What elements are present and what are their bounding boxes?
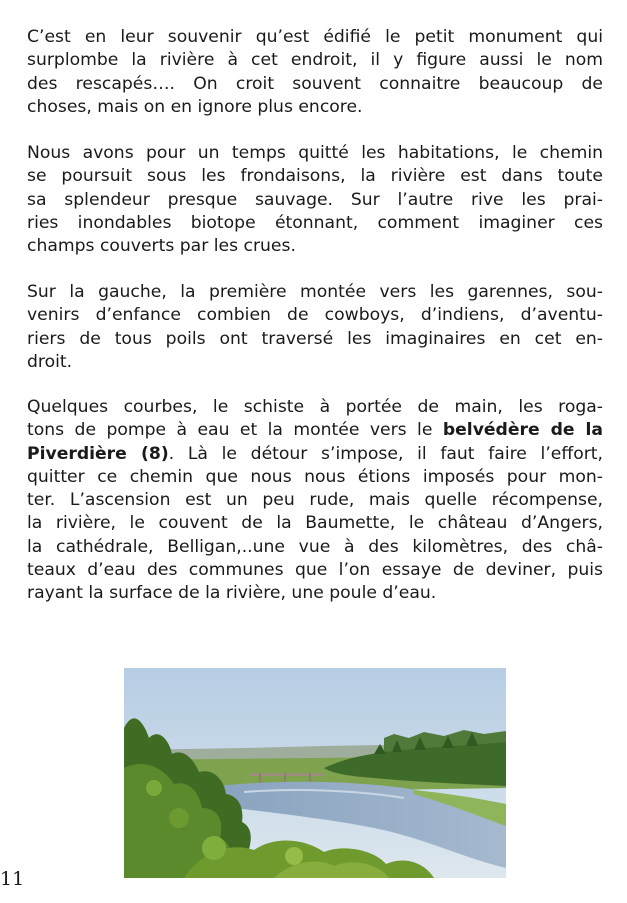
text-line: rayant la surface de la rivière, une poule d’eau. (27, 583, 437, 604)
paragraph-4 (27, 396, 603, 606)
place-name-bold: Piverdière (8) (27, 443, 169, 464)
text-line: Quelques courbes, le schiste à portée de main, les roga- (27, 397, 603, 417)
text-line (27, 419, 603, 442)
text-line: surplombe la rivière à cet endroit, il y figure aussi le nom (27, 50, 603, 71)
paragraph-2 (27, 142, 603, 258)
text-span: . Là le détour s’impose, il faut faire l’effort, (168, 443, 603, 464)
text-line: se poursuit sous les frondaisons, la rivière est dans toute (27, 166, 603, 187)
text-line: ter. L’ascension est un peu rude, mais quelle récompense, (27, 490, 603, 511)
text-line (27, 443, 603, 466)
text-line: choses, mais on en ignore plus encore. (27, 96, 363, 117)
text-line: la cathédrale, Belligan,..une vue à des kilomètres, des châ- (27, 536, 603, 557)
text-line: Sur la gauche, la première montée vers les garennes, sou- (27, 282, 603, 302)
page-number: 11 (0, 868, 25, 890)
text-line: Nous avons pour un temps quitté les habitations, le chemin (27, 143, 603, 163)
text-line: teaux d’eau des communes que l’on essaye de deviner, puis (27, 560, 603, 581)
text-line: riers de tous poils ont traversé les imaginaires en cet en- (27, 328, 603, 349)
river-landscape-photo (124, 668, 506, 878)
text-line: champs couverts par les crues. (27, 236, 296, 257)
paragraph-3 (27, 281, 603, 374)
text-line: la rivière, le couvent de la Baumette, le château d’Angers, (27, 513, 603, 534)
place-name-bold: belvédère de la (442, 420, 603, 441)
text-line: venirs d’enfance combien de cowboys, d’indiens, d’aventu- (27, 305, 603, 326)
text-line: quitter ce chemin que nous nous étions imposés pour mon- (27, 466, 603, 487)
text-line: ries inondables biotope étonnant, comment imaginer ces (27, 212, 603, 233)
text-line: sa splendeur presque sauvage. Sur l’autre rive les prai- (27, 189, 603, 210)
text-line: des rescapés…. On croit souvent connaitre beaucoup de (27, 73, 603, 94)
text-span: tons de pompe à eau et la montée vers le (27, 420, 443, 441)
paragraph-1 (27, 26, 603, 119)
text-line: C’est en leur souvenir qu’est édifié le petit monument qui (27, 27, 603, 47)
text-line: droit. (27, 351, 73, 372)
